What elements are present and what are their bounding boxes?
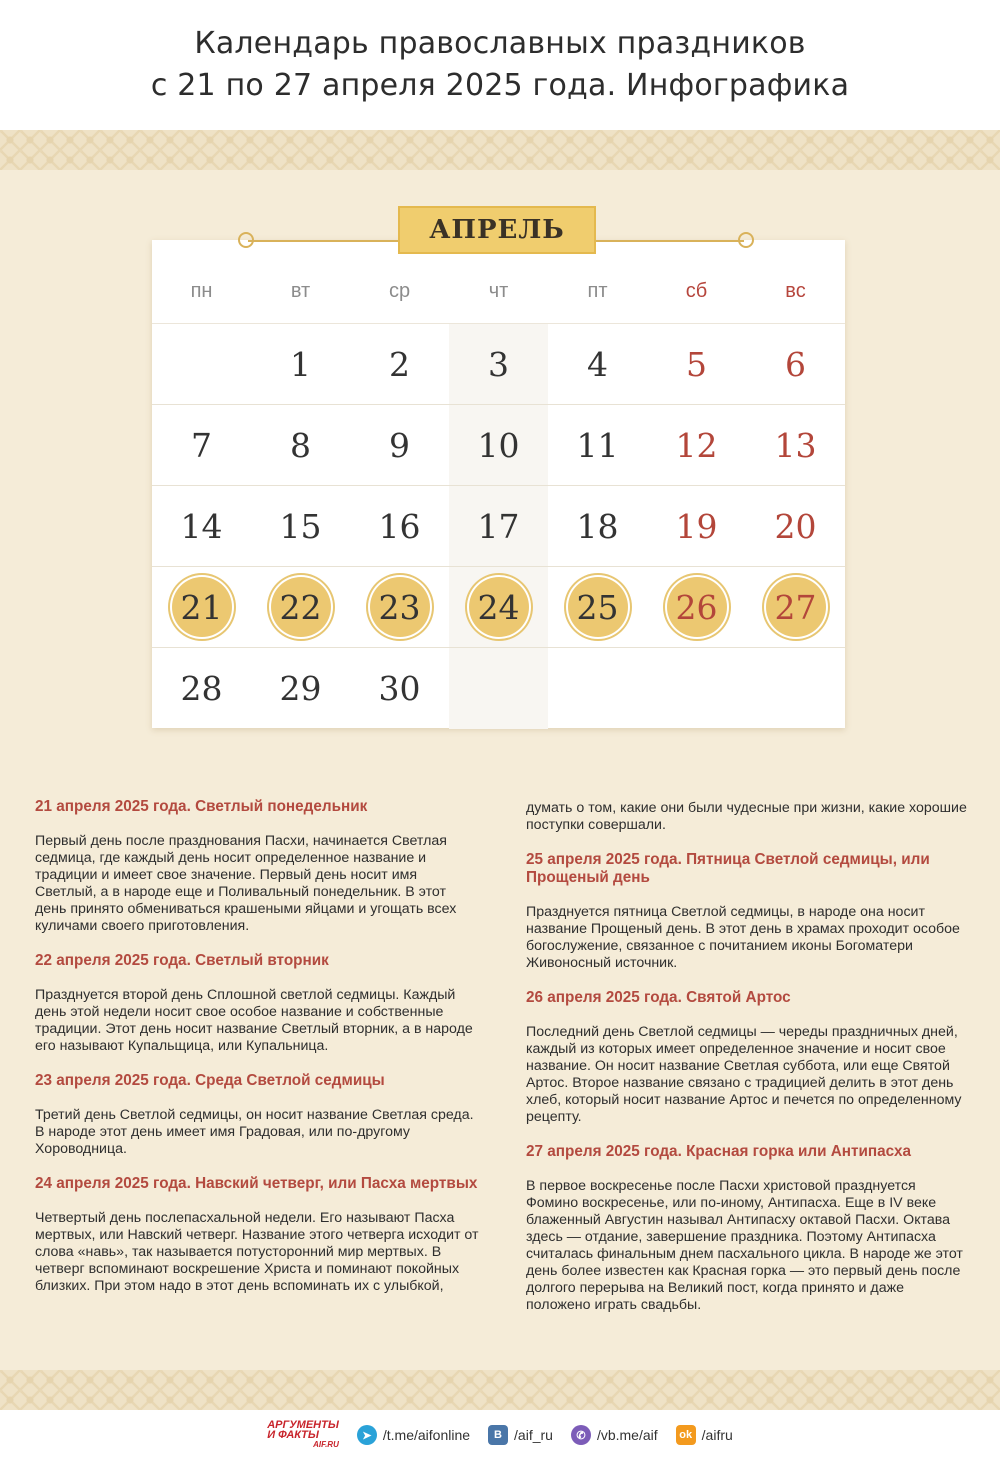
weekday-mon: пн [190, 280, 213, 302]
aif-logo[interactable] [267, 1420, 339, 1450]
viber-link[interactable] [571, 1425, 658, 1445]
calendar-empty-cell [152, 324, 251, 404]
calendar-weeks [152, 324, 845, 729]
section-title-apr24: 24 апреля 2025 года. Навский четверг, или Пасха мертвых [35, 1175, 478, 1192]
calendar-day-18: 18 [576, 506, 619, 546]
calendar-day-12: 12 [675, 425, 718, 465]
page-title-line-1: Календарь православных праздников [194, 26, 806, 61]
weekday-sat: сб [685, 280, 708, 302]
right-ornament-line [584, 240, 744, 242]
calendar-week-row [152, 486, 845, 567]
left-ornament-line [248, 240, 408, 242]
logo-line-2: И ФАКТЫ [267, 1429, 319, 1441]
vk-link[interactable] [488, 1425, 553, 1445]
calendar-day-8: 8 [290, 425, 311, 465]
odnoklassniki-link[interactable] [676, 1425, 733, 1445]
left-text-column [35, 798, 480, 1312]
viber-label: /vb.me/aif [596, 1427, 658, 1443]
bottom-ornament-border [0, 1370, 1000, 1410]
calendar-day-21 [152, 567, 251, 647]
weekday-fri: пт [587, 280, 608, 302]
calendar-week-row [152, 648, 845, 729]
section-text-apr21: Первый день после празднования Пасхи, начинается Светлая седмица, где каждый день носит определенное название и традиции и имеет свое значение. Первый день носит имя Светлый, а в народе еще и Поливальный понедельник. В этот день принято обмениваться крашеными яйцами и угощать всех куличами своего приготовления. [35, 833, 457, 934]
calendar-day-10: 10 [449, 405, 548, 485]
calendar-day-22 [251, 567, 350, 647]
section-text-apr24-continued: думать о том, какие они были чудесные при жизни, какие хорошие поступки совершали. [526, 800, 967, 833]
right-text-column [526, 800, 971, 1331]
calendar-day-4: 4 [587, 344, 608, 384]
calendar-day-11: 11 [576, 425, 619, 465]
logo-sub: AIF.RU [313, 1440, 339, 1449]
telegram-icon: ➤ [357, 1425, 377, 1445]
odnoklassniki-icon: ok [676, 1425, 696, 1445]
section-text-apr23: Третий день Светлой седмицы, он носит название Светлая среда. В народе этот день имеет имя Градовая, или по-другому Хороводница. [35, 1107, 474, 1157]
calendar-day-28: 28 [180, 669, 223, 708]
month-label: АПРЕЛЬ [398, 206, 596, 254]
calendar-day-3: 3 [449, 324, 548, 404]
section-text-apr26: Последний день Светлой седмицы — череды праздничных дней, каждый из которых имеет определенное значение и носит свое название. Он носит название Светлая суббота, или еще Святой Артос. Второе название связано с традицией делить в этот день хлеб, который носит название Артос и печется по определенному рецепту. [526, 1024, 962, 1125]
section-text-apr27: В первое воскресенье после Пасхи христовой празднуется Фомино воскресенье, или по-иному, Антипасха. Еще в IV веке блаженный Августин называл Антипасху октавой Пасхи. Октава здесь — отдание, завершение праздника. Поэтому Антипасха считалась финальным днем пасхального цикла. В народе же этот день более известен как Красная горка — это первый день после долгого перерыва на Великий пост, когда принято и даже положено играть свадьбы. [526, 1178, 963, 1313]
top-ornament-border [0, 130, 1000, 170]
calendar-day-6: 6 [785, 344, 806, 384]
section-title-apr27: 27 апреля 2025 года. Красная горка или Антипасха [526, 1143, 911, 1160]
weekday-tue: вт [290, 280, 311, 302]
weekday-sun: вс [785, 280, 806, 302]
calendar-day-9: 9 [389, 425, 410, 465]
weekday-thu: чт [488, 280, 509, 302]
weekday-wed: ср [388, 280, 411, 302]
page-header [0, 0, 1000, 130]
section-title-apr22: 22 апреля 2025 года. Светлый вторник [35, 952, 329, 969]
calendar-week-row [152, 405, 845, 486]
highlight-circle: 22 [271, 577, 331, 637]
viber-icon: ✆ [571, 1425, 591, 1445]
calendar-day-26 [647, 567, 746, 647]
highlight-circle: 25 [568, 577, 628, 637]
calendar-day-23 [350, 567, 449, 647]
section-title-apr21: 21 апреля 2025 года. Светлый понедельник [35, 798, 368, 815]
calendar-day-16: 16 [378, 506, 421, 546]
calendar-day-24 [449, 567, 548, 647]
calendar-empty-cell [746, 648, 845, 729]
calendar-day-5: 5 [686, 344, 707, 384]
calendar-day-19: 19 [675, 506, 718, 546]
calendar-day-15: 15 [279, 506, 322, 546]
calendar-day-20: 20 [774, 506, 817, 546]
calendar-empty-cell [548, 648, 647, 729]
calendar-day-7: 7 [191, 425, 212, 465]
section-text-apr24: Четвертый день послепасхальной недели. Его называют Пасха мертвых, или Навский четверг. Название этого четверга исходит от слова «навь», так называется потусторонний мир мертвых. В четверг вспоминают воскрешение Христа и поминают покойных близких. При этом надо в этот день вспоминать их с улыбкой, [35, 1210, 479, 1294]
odnoklassniki-label: /aifru [701, 1427, 733, 1443]
calendar-day-17: 17 [449, 486, 548, 566]
highlight-circle: 23 [370, 577, 430, 637]
calendar-day-25 [548, 567, 647, 647]
calendar-week-row [152, 567, 845, 648]
right-curl-ornament [738, 232, 754, 248]
calendar-day-1: 1 [290, 344, 311, 384]
vk-icon: B [488, 1425, 508, 1445]
calendar-day-13: 13 [774, 425, 817, 465]
highlight-circle: 21 [172, 577, 232, 637]
calendar-day-30: 30 [378, 669, 421, 708]
page-title-line-2: с 21 по 27 апреля 2025 года. Инфографика [150, 68, 850, 103]
calendar-empty-cell [449, 648, 548, 729]
calendar-day-2: 2 [389, 344, 410, 384]
section-title-apr25: 25 апреля 2025 года. Пятница Светлой седмицы, или Прощеный день [526, 851, 930, 886]
calendar-day-14: 14 [180, 506, 223, 546]
april-calendar [152, 240, 845, 728]
section-text-apr22: Празднуется второй день Сплошной светлой седмицы. Каждый день этой недели носит свое особое название и собственные традиции. Этот день носит название Светлый вторник, а в народе его называют Купальщица, или Купальница. [35, 987, 473, 1054]
footer [0, 1410, 1000, 1460]
highlight-circle: 27 [766, 577, 826, 637]
section-text-apr25: Празднуется пятница Светлой седмицы, в народе она носит название Прощеный день. В этот день в храмах проходит особое богослужение, связанное с почитанием иконы Богоматери Живоносный источник. [526, 904, 960, 971]
vk-label: /aif_ru [514, 1427, 553, 1443]
logo-line-1: АРГУМЕНТЫ [267, 1419, 339, 1431]
telegram-link[interactable] [357, 1425, 470, 1445]
highlight-circle: 24 [469, 577, 529, 637]
calendar-day-29: 29 [279, 669, 322, 708]
section-title-apr23: 23 апреля 2025 года. Среда Светлой седмицы [35, 1072, 385, 1089]
section-title-apr26: 26 апреля 2025 года. Святой Артос [526, 989, 791, 1006]
calendar-day-27 [746, 567, 845, 647]
calendar-empty-cell [647, 648, 746, 729]
infographic-background [0, 130, 1000, 1410]
telegram-label: /t.me/aifonline [382, 1427, 471, 1443]
calendar-week-row [152, 324, 845, 405]
highlight-circle: 26 [667, 577, 727, 637]
